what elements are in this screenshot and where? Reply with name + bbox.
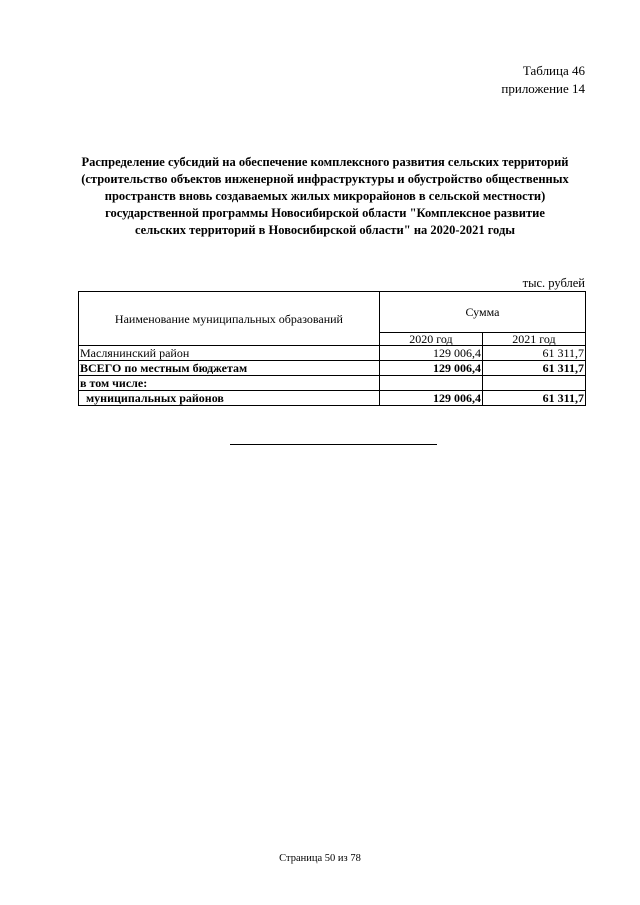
title-line: сельских территорий в Новосибирской области" на 2020-2021 годы (134, 223, 516, 237)
title-line: Распределение субсидий на обеспечение комплексного развития сельских территорий (81, 155, 569, 169)
row-value-2020 (379, 376, 482, 391)
document-header (501, 62, 585, 98)
row-value-2021: 61 311,7 (482, 361, 585, 376)
row-value-2021: 61 311,7 (482, 346, 585, 361)
units-label: тыс. рублей (522, 276, 585, 290)
table-number: Таблица 46 (522, 63, 585, 78)
header-sum-cell: Сумма (379, 292, 585, 333)
table-row (79, 346, 586, 361)
document-title (60, 154, 590, 239)
row-name: в том числе: (79, 376, 380, 391)
header-name-cell: Наименование муниципальных образований (79, 292, 380, 346)
title-line: (строительство объектов инженерной инфраструктуры и обустройство общественных (81, 172, 569, 186)
page-footer: Страница 50 из 78 (279, 853, 361, 864)
header-year-2020: 2020 год (379, 333, 482, 346)
row-value-2020: 129 006,4 (379, 361, 482, 376)
table-row-total (79, 361, 586, 376)
row-value-2020: 129 006,4 (379, 346, 482, 361)
row-value-2021 (482, 376, 585, 391)
row-name: ВСЕГО по местным бюджетам (79, 361, 380, 376)
header-year-2021: 2021 год (482, 333, 585, 346)
row-value-2021: 61 311,7 (482, 391, 585, 406)
row-name: Маслянинский район (79, 346, 380, 361)
table-row (79, 391, 586, 406)
table-header-row (79, 292, 586, 333)
row-value-2020: 129 006,4 (379, 391, 482, 406)
title-line: пространств вновь создаваемых жилых микрорайонов в сельской местности) (104, 189, 546, 203)
table-row (79, 376, 586, 391)
separator-line (230, 444, 437, 445)
title-line: государственной программы Новосибирской области "Комплексное развитие (105, 206, 545, 220)
subsidy-table (78, 291, 586, 406)
row-name: муниципальных районов (79, 391, 380, 406)
appendix-label: приложение 14 (501, 81, 585, 96)
